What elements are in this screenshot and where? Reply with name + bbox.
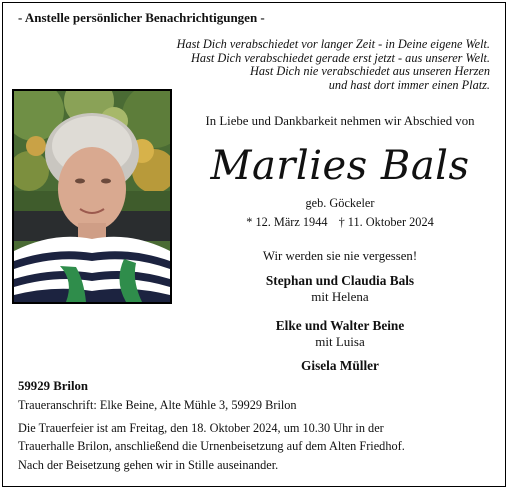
death-date: † 11. Oktober 2024: [338, 215, 434, 229]
portrait-illustration: [14, 91, 170, 302]
funeral-info-line: Die Trauerfeier ist am Freitag, den 18. Oktober 2024, um 10.30 Uhr in der: [18, 421, 384, 435]
life-dates: [175, 215, 505, 230]
mourner-with: mit Luisa: [315, 334, 365, 349]
intro-text: In Liebe und Dankbarkeit nehmen wir Abschied von: [205, 114, 475, 128]
closing-text: Nach der Beisetzung gehen wir in Stille auseinander.: [18, 458, 279, 472]
funeral-info: [18, 420, 405, 455]
mourner-names: Gisela Müller: [301, 358, 379, 373]
funeral-info-line: Trauerhalle Brilon, anschließend die Urnenbeisetzung auf dem Alten Friedhof.: [18, 438, 405, 453]
mourner-group: [175, 272, 505, 305]
poem-line: Hast Dich nie verabschiedet aus unseren Herzen: [250, 64, 490, 79]
poem-line: Hast Dich verabschiedet vor langer Zeit - in Deine eigene Welt.: [176, 37, 490, 51]
birth-date: * 12. März 1944: [246, 215, 328, 229]
remember-text: Wir werden sie nie vergessen!: [262, 249, 418, 263]
city: 59929 Brilon: [18, 379, 89, 393]
deceased-name: Marlies Bals: [210, 143, 470, 189]
notice-header: - Anstelle persönlicher Benachrichtigungen -: [18, 10, 265, 25]
mourner-with: mit Helena: [311, 289, 369, 304]
poem-line: Hast Dich verabschiedet gerade erst jetzt - aus unserer Welt.: [191, 50, 490, 65]
poem-line: und hast dort immer einen Platz.: [328, 77, 490, 92]
mourner-names: Stephan und Claudia Bals: [265, 273, 415, 288]
portrait-photo: [12, 89, 172, 304]
mourner-names: Elke und Walter Beine: [275, 318, 405, 333]
mourning-address: Traueranschrift: Elke Beine, Alte Mühle 3, 59929 Brilon: [18, 398, 297, 412]
poem: [140, 38, 490, 92]
mourner-group: [175, 317, 505, 350]
birth-name: geb. Göckeler: [305, 196, 375, 210]
mourner-group: [175, 357, 505, 374]
